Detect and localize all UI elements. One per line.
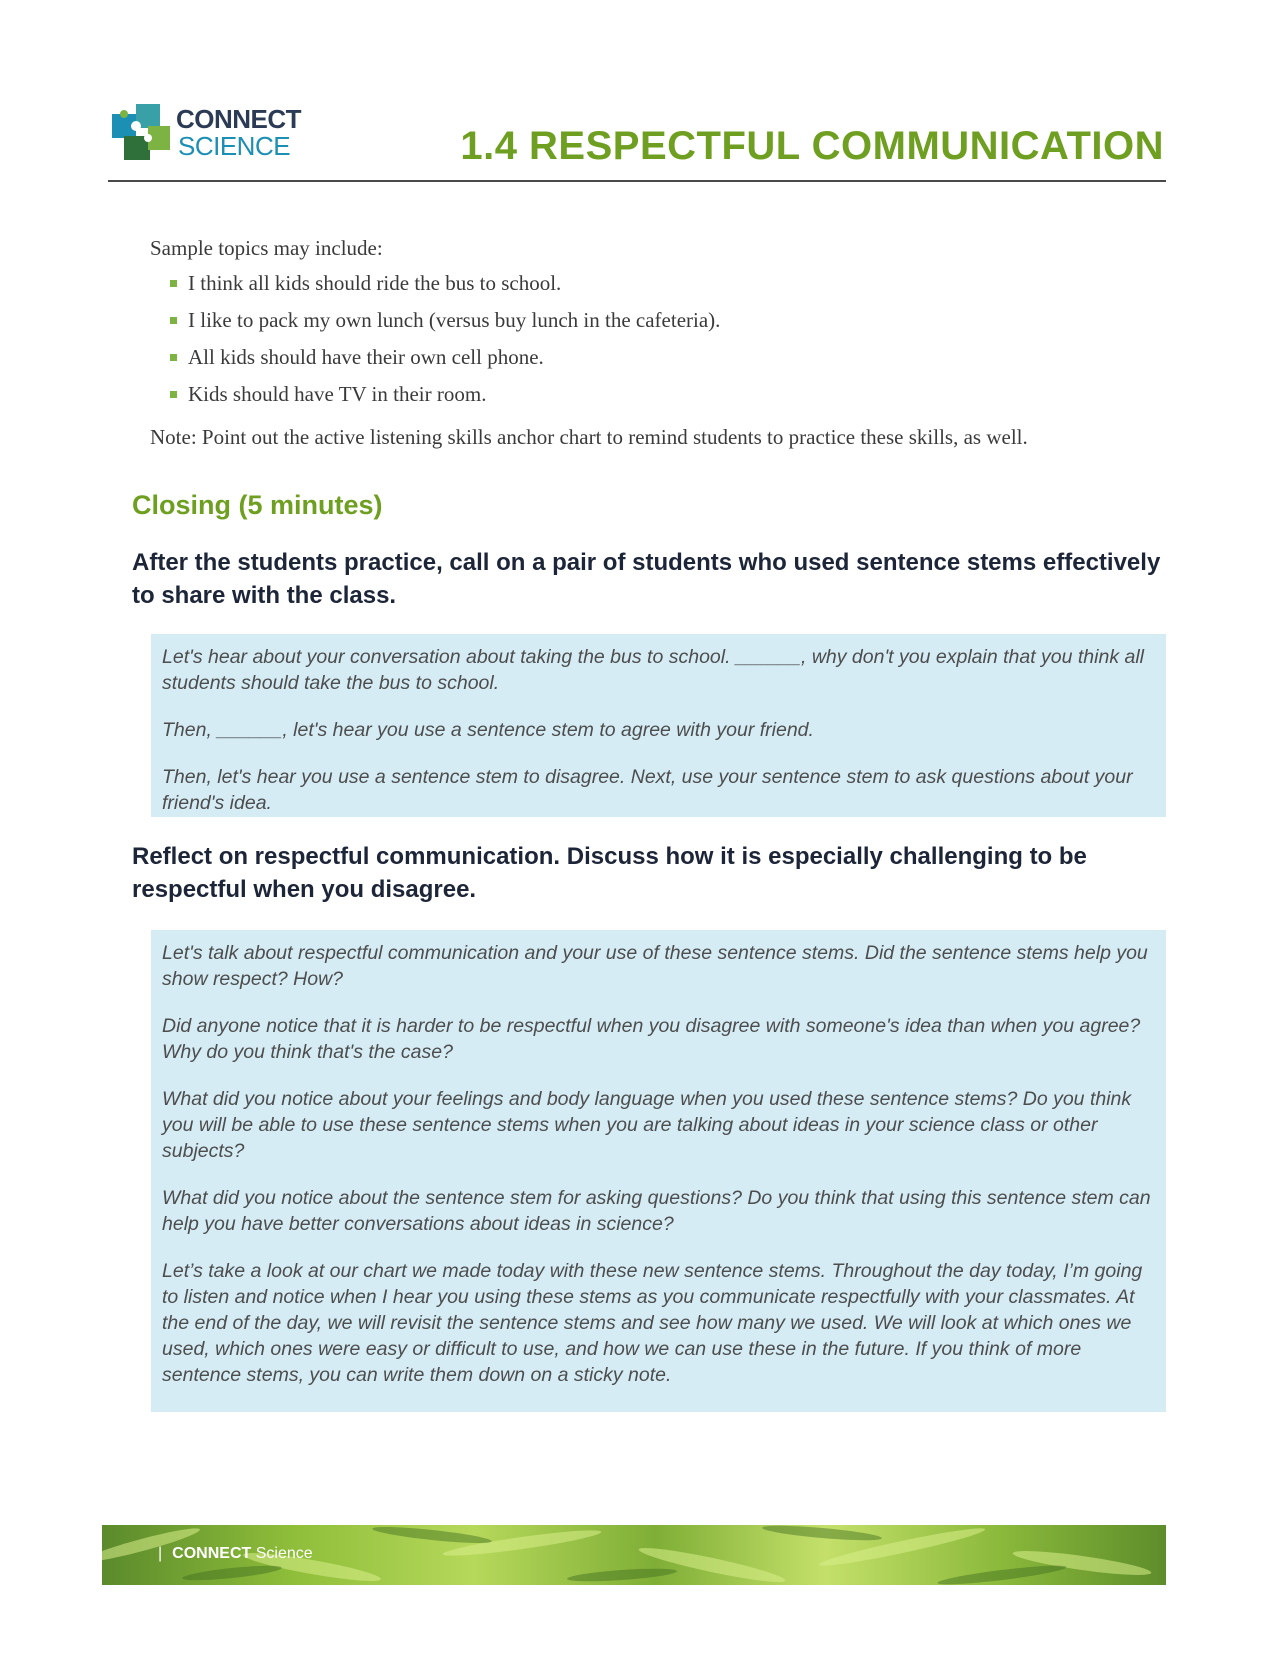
script-paragraph: Did anyone notice that it is harder to be respectful when you disagree with someone's idea than when you agree? Why do you think that's the case?: [162, 1015, 1141, 1063]
square-bullet-icon: [170, 391, 177, 398]
page-footer: [102, 1525, 1166, 1585]
teacher-script-callout: [151, 634, 1166, 817]
script-paragraph: Let's hear about your conversation about taking the bus to school. ______, why don't you explain that you think all students should take the bus to school.: [162, 646, 1145, 694]
page-header: [108, 92, 1166, 182]
list-item: I like to pack my own lunch (versus buy lunch in the cafeteria).: [168, 309, 720, 331]
list-item: I think all kids should ride the bus to school.: [168, 272, 720, 294]
connect-science-logo: [110, 100, 302, 168]
square-bullet-icon: [170, 280, 177, 287]
puzzle-logo-icon: [110, 100, 172, 162]
footer-separator: |: [158, 1545, 163, 1562]
closing-step-share: After the students practice, call on a pair of students who used sentence stems effectively to share with the class.: [132, 549, 1161, 609]
closing-heading: Closing (5 minutes): [132, 490, 383, 520]
logo-word-connect: CONNECT: [176, 104, 302, 134]
square-bullet-icon: [170, 354, 177, 361]
script-paragraph: Then, let's hear you use a sentence stem to disagree. Next, use your sentence stem to ask questions about your friend's idea.: [162, 766, 1133, 814]
footer-brand-light: Science: [255, 1545, 313, 1562]
topic-list: [168, 272, 720, 420]
footer-brand: [158, 1545, 313, 1563]
script-paragraph: Let's talk about respectful communication and your use of these sentence stems. Did the sentence stems help you show respect? How?: [162, 942, 1148, 990]
teacher-note: Note: Point out the active listening skills anchor chart to remind students to practice these skills, as well.: [150, 425, 1028, 449]
square-bullet-icon: [170, 317, 177, 324]
script-paragraph: Then, ______, let's hear you use a sentence stem to agree with your friend.: [162, 719, 814, 741]
script-paragraph: What did you notice about the sentence stem for asking questions? Do you think that using this sentence stem can help you have better conversations about ideas in science?: [162, 1187, 1151, 1235]
script-paragraph: Let’s take a look at our chart we made today with these new sentence stems. Throughout the day today, I’m going to listen and notice when I hear you using these stems as you communicate respectfully with your classmates. At the end of the day, we will revisit the sentence stems and see how many we used. We will look at which ones we used, which ones were easy or difficult to use, and how we can use these in the future. If you think of more sentence stems, you can write them down on a sticky note.: [162, 1260, 1143, 1386]
list-item: All kids should have their own cell phone.: [168, 346, 720, 368]
closing-step-reflect: Reflect on respectful communication. Discuss how it is especially challenging to be respectful when you disagree.: [132, 843, 1087, 903]
teacher-script-callout: [151, 930, 1166, 1412]
footer-brand-bold: CONNECT: [172, 1545, 252, 1562]
list-item: Kids should have TV in their room.: [168, 383, 720, 405]
intro-text: Sample topics may include:: [150, 236, 383, 260]
script-paragraph: What did you notice about your feelings and body language when you used these sentence stems? Do you think you will be able to use these sentence stems when you are talking about ideas in your science class or other subjects?: [162, 1088, 1132, 1162]
page-title: 1.4 RESPECTFUL COMMUNICATION: [460, 124, 1164, 168]
logo-word-science: SCIENCE: [178, 131, 291, 161]
